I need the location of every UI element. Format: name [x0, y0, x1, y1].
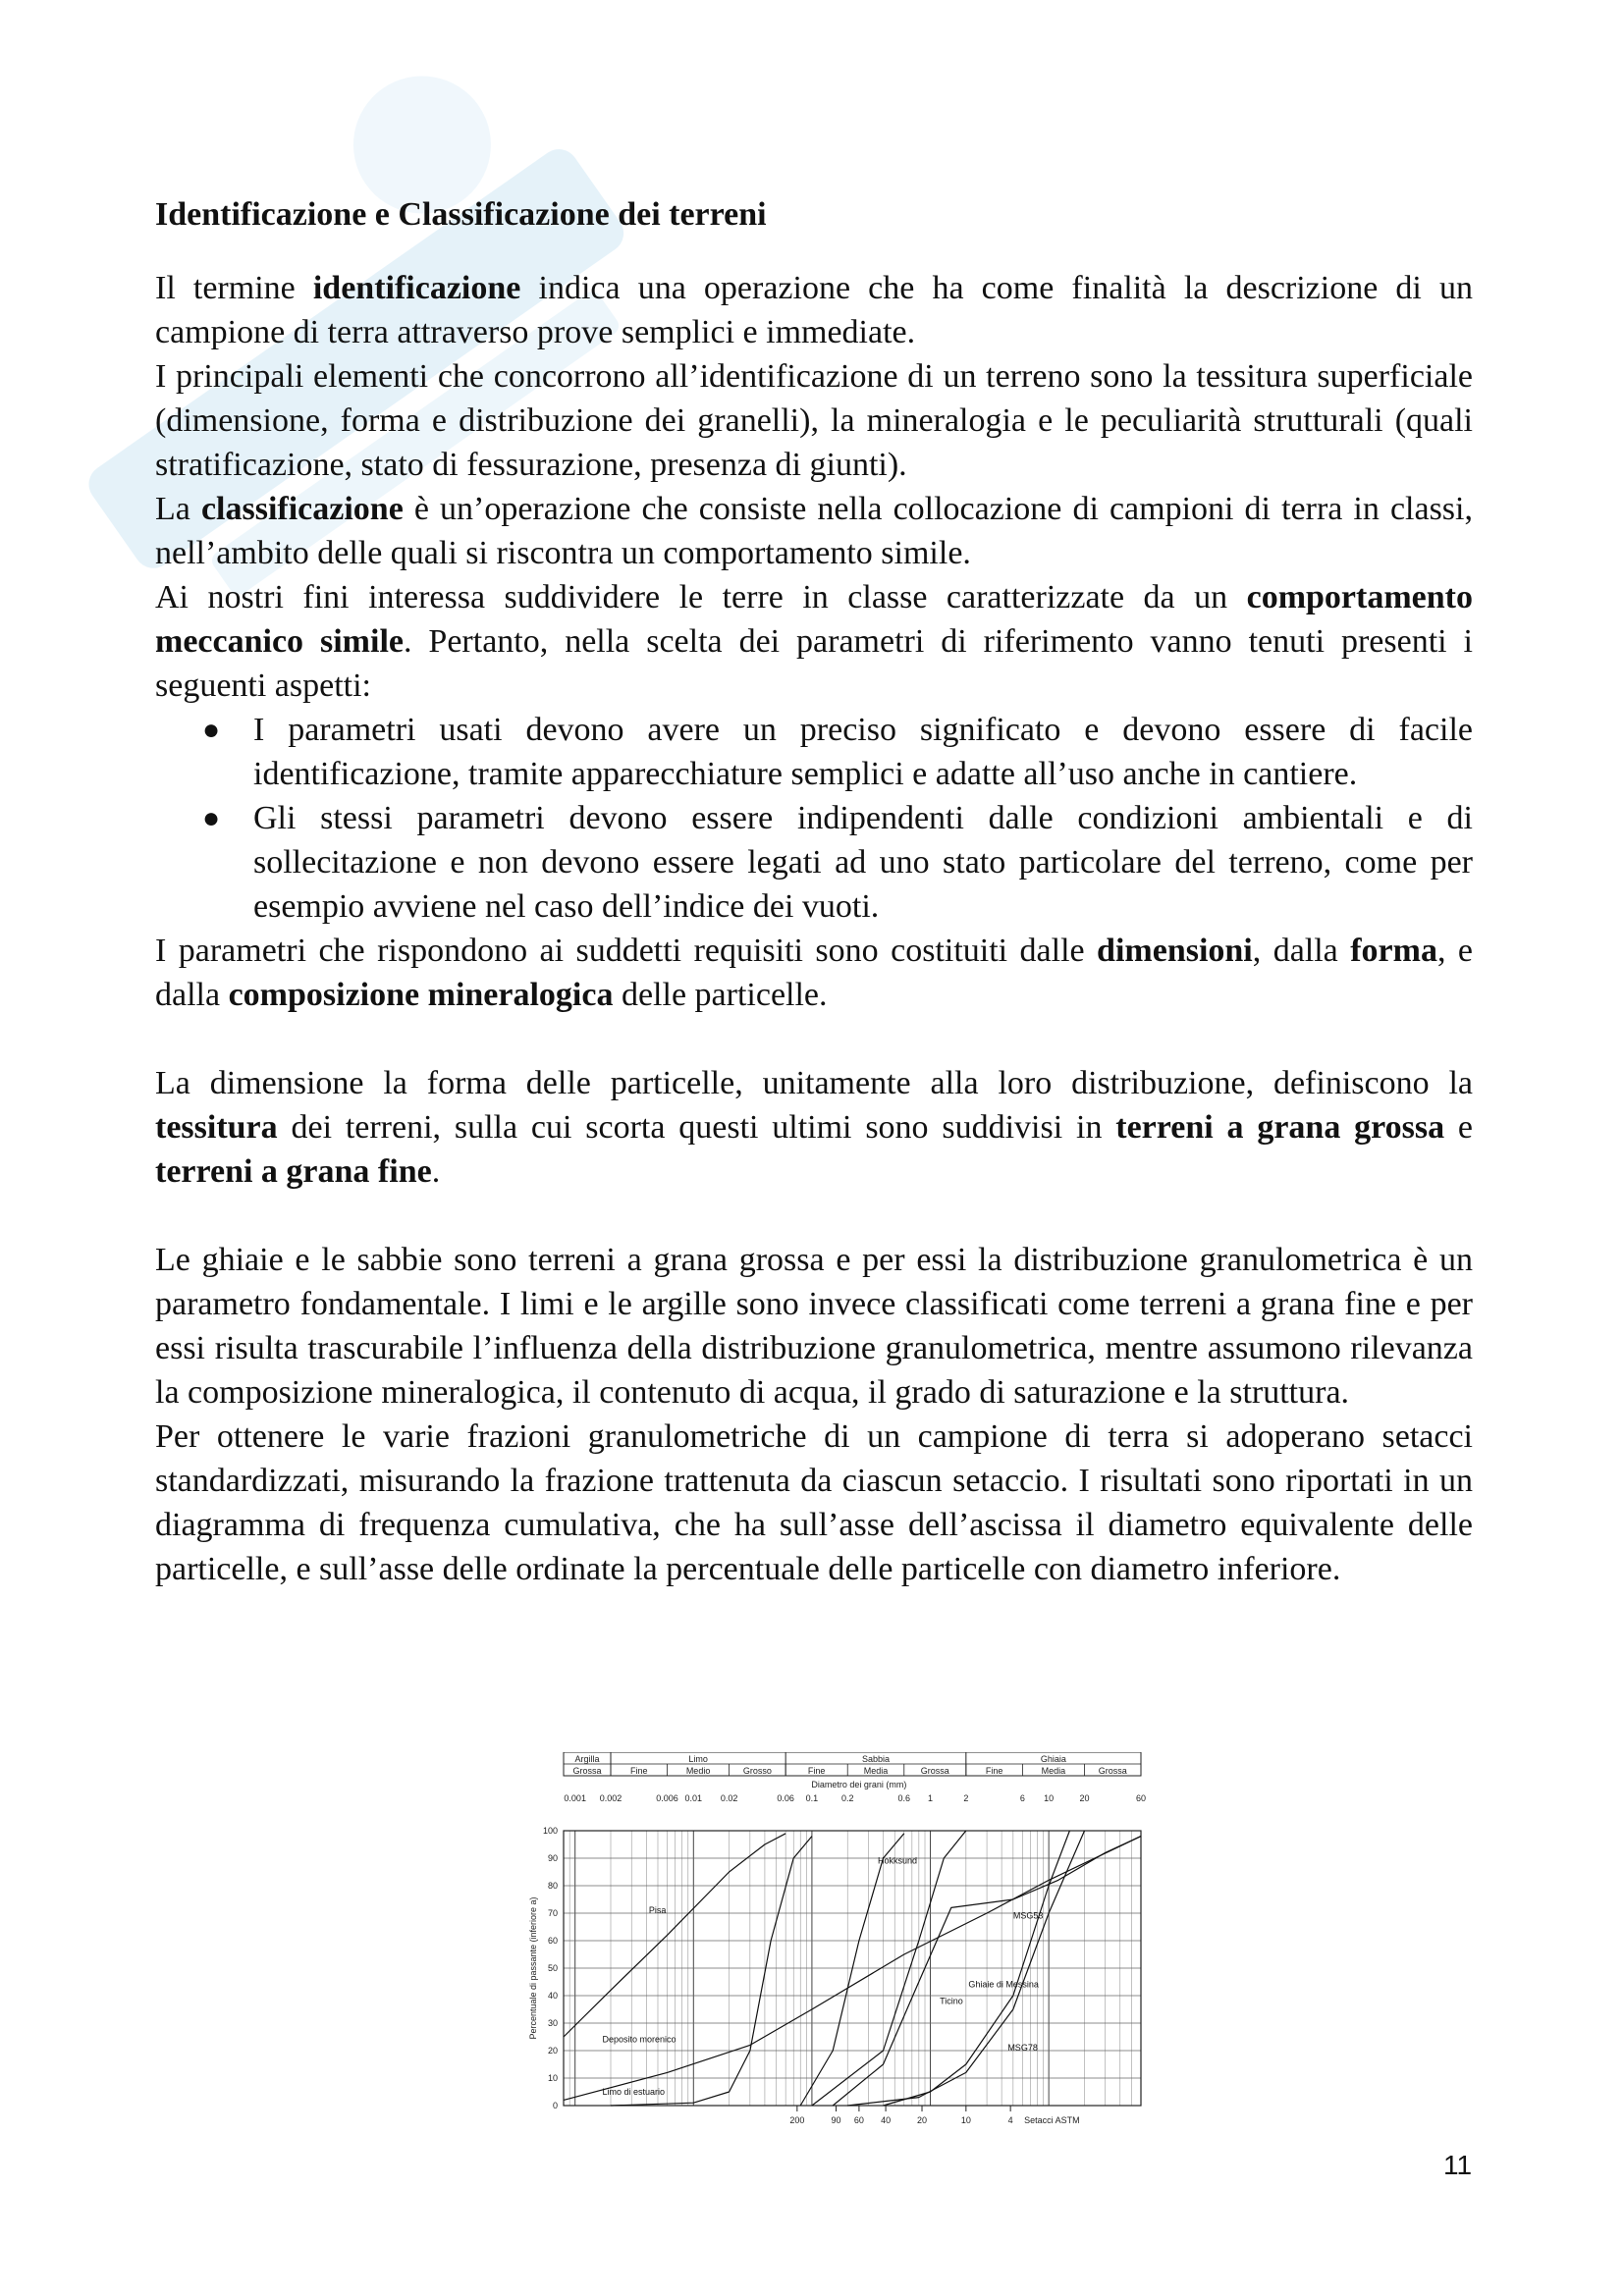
x-top-tick-label: 0.002 [599, 1793, 623, 1803]
series-line-hokksund [800, 1834, 904, 2106]
header-sub-label: Media [863, 1766, 889, 1776]
bullet-icon: ● [202, 802, 221, 834]
paragraph-classificazione [155, 487, 1473, 575]
y-axis-label: Percentuale di passante (inferiore a) [528, 1896, 538, 2040]
paragraph-parametri [155, 929, 1473, 1017]
bullet-icon: ● [202, 714, 221, 746]
y-tick-label: 90 [547, 1853, 558, 1863]
x-top-tick-label: 0.01 [684, 1793, 703, 1803]
header-group-label: Argilla [574, 1754, 600, 1764]
header-sub-label: Fine [630, 1766, 648, 1776]
page-number: 11 [1443, 2150, 1473, 2180]
x-top-tick-label: 20 [1079, 1793, 1090, 1803]
bold-term: comportamento meccanico simile [155, 579, 1473, 660]
x-bottom-tick-label: 40 [881, 2115, 892, 2125]
x-bottom-tick-label: 60 [853, 2115, 864, 2125]
text-run: indica una operazione che ha come finalità la descrizione di un campione di terra attraverso prove semplici e immediate. [155, 270, 1473, 350]
list-item-text: I parametri usati devono avere un preciso significato e devono essere di facile identificazione, tramite apparecchiature semplici e adatte all’uso anche in cantiere. [253, 712, 1473, 792]
series-label: Hokksund [878, 1855, 918, 1866]
header-sub-label: Medio [685, 1766, 711, 1776]
series-label: MSG78 [1007, 2043, 1038, 2053]
aspects-list [155, 708, 1473, 929]
text-run: I parametri che rispondono ai suddetti requisiti sono costituiti dalle [155, 933, 1098, 969]
header-group-label: Ghiaia [1040, 1754, 1066, 1764]
text-run: La [155, 491, 201, 527]
text-run: , e dalla [155, 933, 1473, 1013]
paragraph-identificazione [155, 266, 1473, 354]
bold-term: tessitura [155, 1109, 278, 1146]
x-top-tick-label: 0.06 [777, 1793, 794, 1803]
granulometric-chart [522, 1752, 1151, 2145]
x-top-axis-title: Diametro dei grani (mm) [811, 1780, 907, 1789]
paragraph-tessitura [155, 1061, 1473, 1194]
header-group-label: Sabbia [861, 1754, 891, 1764]
list-item-text: Gli stessi parametri devono essere indipendenti dalle condizioni ambientali e di sollecitazione e non devono essere legati ad uno stato particolare del terreno, come per esempio avviene nel caso dell’indice dei vuoti. [253, 800, 1473, 925]
y-tick-label: 40 [547, 1991, 558, 2001]
document-title: Identificazione e Classificazione dei terreni [155, 196, 767, 233]
x-top-tick-label: 6 [1019, 1793, 1025, 1803]
x-top-tick-label: 0.1 [805, 1793, 819, 1803]
series-label: Ghiaie di Messina [968, 1979, 1039, 1990]
y-tick-label: 20 [547, 2046, 558, 2056]
text-run: Ai nostri fini interessa suddividere le terre in classe caratterizzate da un [155, 579, 1247, 615]
x-top-tick-label: 10 [1044, 1793, 1055, 1803]
header-group-label: Limo [688, 1754, 708, 1764]
bold-term: classificazione [200, 491, 404, 527]
x-top-tick-label: 0.6 [897, 1793, 911, 1803]
x-top-tick-label: 2 [963, 1793, 969, 1803]
text-run: è un’operazione che consiste nella collocazione di campioni di terra in classi, nell’ambito delle quali si riscontra un comportamento simile. [155, 491, 1473, 571]
series-label: Limo di estuario [602, 2086, 666, 2097]
paragraph-elementi: I principali elementi che concorrono all’identificazione di un terreno sono la tessitura superficiale (dimensione, forma e distribuzione dei granelli), la mineralogia e le peculiarità strutturali (quali stratificazione, stato di fessurazione, presenza di giunti). [155, 358, 1473, 483]
header-sub-label: Grossa [572, 1766, 602, 1776]
x-top-tick-label: 0.001 [564, 1793, 586, 1803]
y-tick-label: 70 [547, 1908, 558, 1918]
y-tick-label: 0 [552, 2101, 558, 2110]
chart-svg [522, 1752, 1151, 2145]
text-run: La dimensione la forma delle particelle, unitamente alla loro distribuzione, definiscono la [155, 1065, 1473, 1101]
text-run: . [431, 1153, 441, 1190]
y-tick-label: 80 [547, 1881, 558, 1891]
x-bottom-tick-label: 4 [1007, 2115, 1013, 2125]
paragraph-setacci: Per ottenere le varie frazioni granulometriche di un campione di terra si adoperano setacci standardizzati, misurando la frazione trattenuta da ciascun setaccio. I risultati sono riportati in un diagramma di frequenza cumulativa, che ha sull’asse dell’ascissa il diametro equivalente delle particelle, e sull’asse delle ordinate la percentuale delle particelle con diametro inferiore. [155, 1418, 1473, 1587]
header-sub-label: Grossa [1098, 1766, 1127, 1776]
bold-term: dimensioni [1097, 933, 1253, 969]
header-sub-label: Fine [985, 1766, 1003, 1776]
y-tick-label: 50 [547, 1963, 558, 1973]
list-item [155, 796, 1473, 929]
header-sub-label: Grosso [742, 1766, 772, 1776]
header-sub-label: Fine [807, 1766, 826, 1776]
series-label: Ticino [940, 1996, 963, 2006]
series-label: MSG53 [1012, 1910, 1044, 1921]
paragraph-ghiaie-sabbie: Le ghiaie e le sabbie sono terreni a grana grossa e per essi la distribuzione granulometrica è un parametro fondamentale. I limi e le argille sono invece classificati come terreni a grana fine e per essi risulta trascurabile l’influenza della distribuzione granulometrica, mentre assumono rilevanza la composizione mineralogica, il contenuto di acqua, il grado di saturazione e la struttura. [155, 1242, 1473, 1411]
x-bottom-tick-label: 10 [960, 2115, 971, 2125]
x-top-tick-label: 0.02 [720, 1793, 738, 1803]
list-item [155, 708, 1473, 796]
x-top-tick-label: 60 [1135, 1793, 1147, 1803]
y-tick-label: 30 [547, 2018, 558, 2028]
bold-term: terreni a grana grossa [1115, 1109, 1445, 1146]
bold-term: forma [1350, 933, 1437, 969]
bold-term: identificazione [312, 270, 521, 306]
y-tick-label: 100 [542, 1826, 558, 1836]
text-run: delle particelle. [613, 977, 828, 1013]
text-run: e [1444, 1109, 1474, 1146]
series-label: Deposito morenico [602, 2034, 677, 2045]
text-run: . Pertanto, nella scelta dei parametri di riferimento vanno tenuti presenti i seguenti aspetti: [155, 623, 1473, 704]
paragraph-fini [155, 575, 1473, 708]
text-run: Il termine [155, 270, 313, 306]
series-line-limo-di-estuario [611, 1837, 812, 2106]
series-label: Pisa [648, 1905, 667, 1915]
x-bottom-tick-label: 90 [831, 2115, 841, 2125]
text-run: , dalla [1252, 933, 1351, 969]
x-bottom-axis-title: Setacci ASTM [1024, 2115, 1080, 2125]
text-run: dei terreni, sulla cui scorta questi ultimi sono suddivisi in [277, 1109, 1116, 1146]
bold-term: terreni a grana fine [155, 1153, 432, 1190]
header-sub-label: Grossa [920, 1766, 949, 1776]
x-top-tick-label: 0.006 [656, 1793, 678, 1803]
header-sub-label: Media [1041, 1766, 1066, 1776]
x-top-tick-label: 0.2 [840, 1793, 854, 1803]
y-tick-label: 10 [547, 2073, 558, 2083]
bold-term: composizione mineralogica [228, 977, 614, 1013]
x-bottom-tick-label: 200 [789, 2115, 805, 2125]
document-body [155, 192, 1473, 1591]
x-top-tick-label: 1 [928, 1793, 934, 1803]
x-bottom-tick-label: 20 [917, 2115, 928, 2125]
y-tick-label: 60 [547, 1936, 558, 1946]
series-line-pisa [564, 1834, 785, 2037]
